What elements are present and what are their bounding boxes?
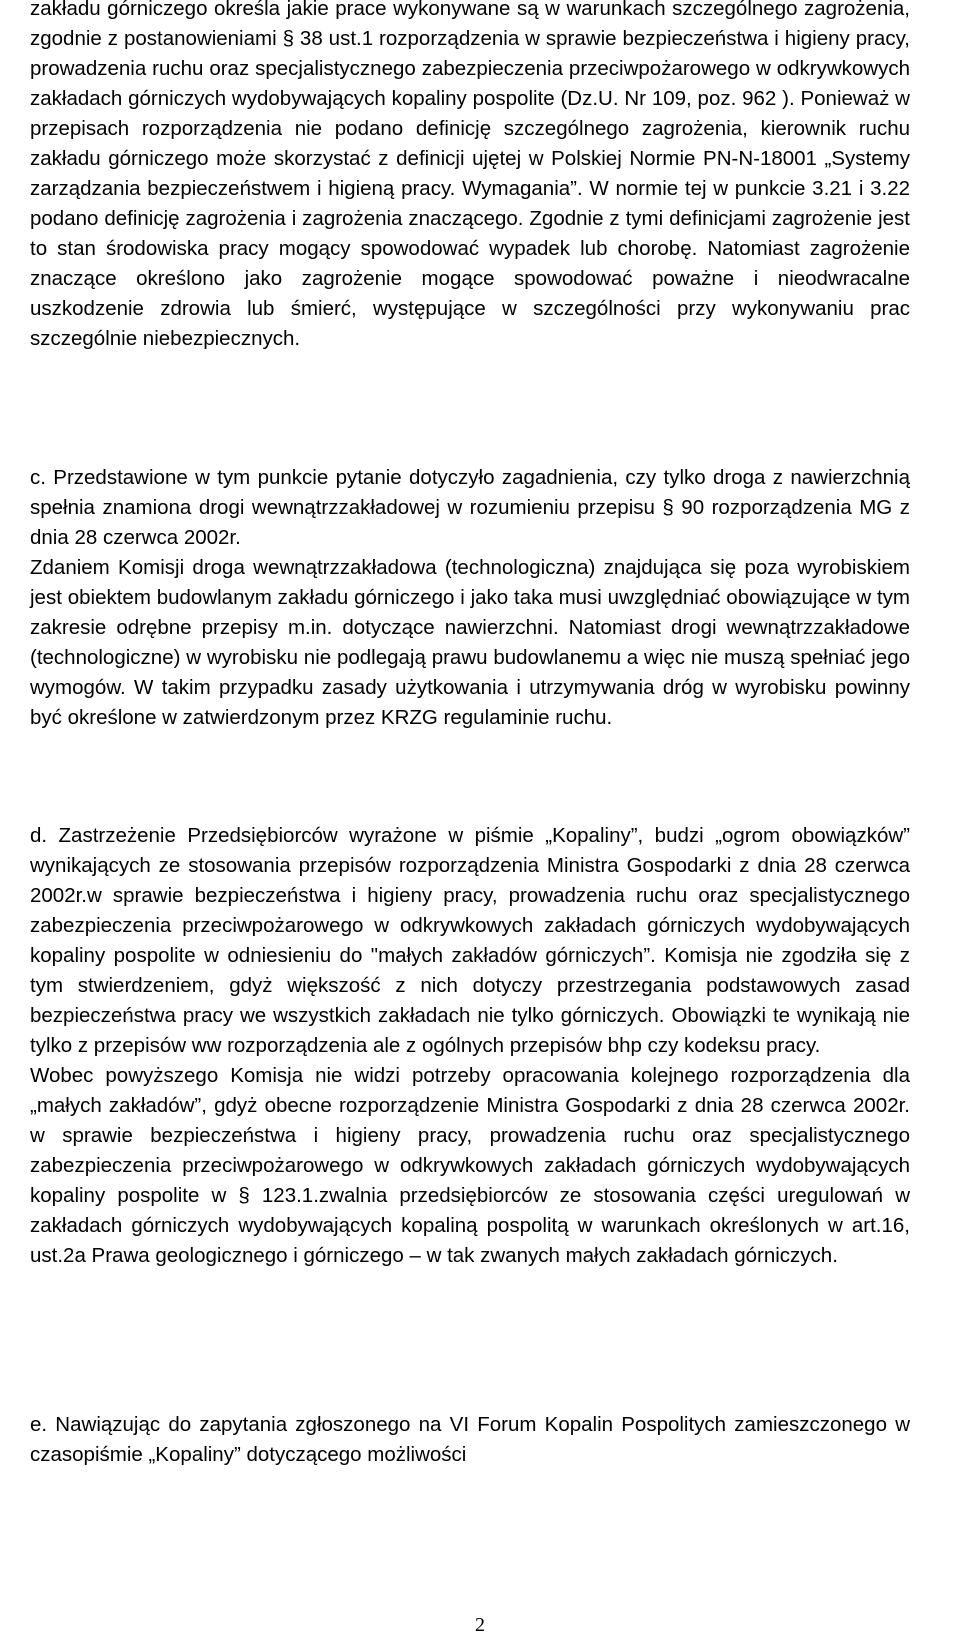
section-d <box>30 821 910 1271</box>
section-d-paragraph-2: Wobec powyższego Komisja nie widzi potrzeby opracowania kolejnego rozporządzenia dla „małych zakładów”, gdyż obecne rozporządzenie Ministra Gospodarki z dnia 28 czerwca 2002r. w sprawie bezpieczeństwa i higieny pracy, prowadzenia ruchu oraz specjalistycznego zabezpieczenia przeciwpożarowego w odkrywkowych zakładach górniczych wydobywających kopaliny pospolite w § 123.1.zwalnia przedsiębiorców ze stosowania części uregulowań w zakładach górniczych wydobywających kopaliną pospolitą w warunkach określonych w art.16, ust.2a Prawa geologicznego i górniczego – w tak zwanych małych zakładach górniczych. <box>30 1064 910 1267</box>
section-e <box>30 1410 910 1470</box>
section-c-paragraph-2: Zdaniem Komisji droga wewnątrzzakładowa (technologiczna) znajdująca się poza wyrobiskiem jest obiektem budowlanym zakładu górniczego i jako taka musi uwzględniać obowiązujące w tym zakresie odrębne przepisy m.in. dotyczące nawierzchni. Natomiast drogi wewnątrzzakładowe (technologiczne) w wyrobisku nie podlegają prawu budowlanemu a więc nie muszą spełniać jego wymogów. W takim przypadku zasady użytkowania i utrzymywania dróg w wyrobisku powinny być określone w zatwierdzonym przez KRZG regulaminie ruchu. <box>30 556 910 729</box>
continuation-paragraph: zakładu górniczego określa jakie prace wykonywane są w warunkach szczególnego zagrożenia, zgodnie z postanowieniami § 38 ust.1 rozporządzenia w sprawie bezpieczeństwa i higieny pracy, prowadzenia ruchu oraz specjalistycznego zabezpieczenia przeciwpożarowego w odkrywkowych zakładach górniczych wydobywających kopaliny pospolite (Dz.U. Nr 109, poz. 962 ). Ponieważ w przepisach rozporządzenia nie podano definicję szczególnego zagrożenia, kierownik ruchu zakładu górniczego może skorzystać z definicji ujętej w Polskiej Normie PN-N-18001 „Systemy zarządzania bezpieczeństwem i higieną pracy. Wymagania”. W normie tej w punkcie 3.21 i 3.22 podano definicję zagrożenia i zagrożenia znaczącego. Zgodnie z tymi definicjami zagrożenie jest to stan środowiska pracy mogący spowodować wypadek lub chorobę. Natomiast zagrożenie znaczące określono jako zagrożenie mogące spowodować poważne i nieodwracalne uszkodzenie zdrowia lub śmierć, występujące w szczególności przy wykonywaniu prac szczególnie niebezpiecznych. <box>30 0 910 350</box>
section-c <box>30 463 910 733</box>
page-number: 2 <box>475 1614 485 1636</box>
section-e-paragraph-1: e. Nawiązując do zapytania zgłoszonego na VI Forum Kopalin Pospolitych zamieszczonego w czasopiśmie „Kopaliny” dotyczącego możliwości <box>30 1413 910 1466</box>
section-c-paragraph-1: c. Przedstawione w tym punkcie pytanie dotyczyło zagadnienia, czy tylko droga z nawierzchnią spełnia znamiona drogi wewnątrzzakładowej w rozumieniu przepisu § 90 rozporządzenia MG z dnia 28 czerwca 2002r. <box>30 466 910 549</box>
section-d-paragraph-1: d. Zastrzeżenie Przedsiębiorców wyrażone w piśmie „Kopaliny”, budzi „ogrom obowiązków” wynikających ze stosowania przepisów rozporządzenia Ministra Gospodarki z dnia 28 czerwca 2002r.w sprawie bezpieczeństwa i higieny pracy, prowadzenia ruchu oraz specjalistycznego zabezpieczenia przeciwpożarowego w odkrywkowych zakładach górniczych wydobywających kopaliny pospolite w odniesieniu do "małych zakładów górniczych”. Komisja nie zgodziła się z tym stwierdzeniem, gdyż większość z nich dotyczy przestrzegania podstawowych zasad bezpieczeństwa pracy we wszystkich zakładach nie tylko górniczych. Obowiązki te wynikają nie tylko z przepisów ww rozporządzenia ale z ogólnych przepisów bhp czy kodeksu pracy. <box>30 824 910 1057</box>
continuation-section <box>30 0 910 354</box>
